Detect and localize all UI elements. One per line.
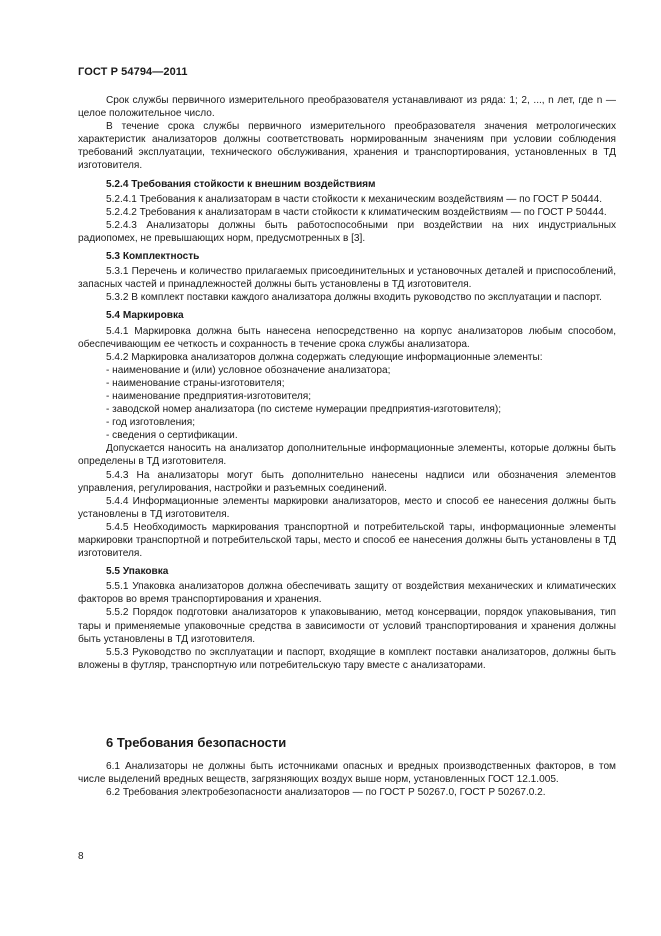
- list-item: - наименование предприятия-изготовителя;: [106, 390, 312, 402]
- paragraph: 5.4.2 Маркировка анализаторов должна содержать следующие информационные элементы:: [106, 351, 543, 363]
- paragraph-6-1: 6.1 Анализаторы не должны быть источниками опасных и вредных производственных факторов, в том числе выделений вредных веществ, загрязняющих воздух выше норм, установленных ГОСТ 12.1.005.: [78, 761, 616, 786]
- paragraph: 5.3.1 Перечень и количество прилагаемых присоединительных и установочных деталей и приспособлений, запасных частей и принадлежностей должны быть установлены в ТД изготовителя.: [78, 266, 616, 291]
- page-number: 8: [78, 851, 84, 862]
- paragraph: 5.5.2 Порядок подготовки анализаторов к упаковыванию, метод консервации, порядок упаковывания, тип тары и применяемые упаковочные средства в зависимости от условий транспортирования и хранения должны быть установлены в ТД изготовителя.: [78, 607, 616, 645]
- paragraph: Допускается наносить на анализатор дополнительные информационные элементы, которые должны быть определены в ТД изготовителя.: [78, 443, 616, 468]
- paragraph: 5.4.4 Информационные элементы маркировки анализаторов, место и способ ее нанесения должны быть установлены в ТД изготовителя.: [78, 495, 616, 520]
- paragraph-6-2: 6.2 Требования электробезопасности анализаторов — по ГОСТ Р 50267.0, ГОСТ Р 50267.0.2.: [106, 787, 546, 799]
- section-6-body: [78, 760, 616, 799]
- paragraph: 5.3.2 В комплект поставки каждого анализатора должны входить руководство по эксплуатации и паспорт.: [106, 292, 602, 304]
- paragraph: 5.4.5 Необходимость маркирования транспортной и потребительской тары, информационные элементы маркировки транспортной и потребительской тары, место и способ ее нанесения должны быть установлены в ТД изготовителя.: [78, 521, 616, 560]
- list-item: - год изготовления;: [106, 417, 196, 429]
- subsection-heading: 5.3 Комплектность: [106, 251, 200, 263]
- paragraph: 5.5.3 Руководство по эксплуатации и паспорт, входящие в комплект поставки анализаторов, должны быть вложены в футляр, транспортную или потребительскую тару вместе с анализаторами.: [78, 646, 616, 671]
- subsection-heading: 5.5 Упаковка: [106, 566, 169, 578]
- paragraph: Срок службы первичного измерительного преобразователя устанавливают из ряда: 1; 2, ..., n лет, где n — целое положительное число.: [78, 95, 616, 120]
- paragraph: В течение срока службы первичного измерительного преобразователя значения метрологических характеристик анализаторов должны соответствовать нормированным значениям при условии соблюдения требований эксплуатации, технического обслуживания, хранения и транспортирования, установленных в ТД изготовителя.: [78, 121, 616, 172]
- paragraph: 5.4.1 Маркировка должна быть нанесена непосредственно на корпус анализаторов любым способом, обеспечивающим ее четкость и сохранность в течение срока службы анализатора.: [78, 325, 616, 350]
- document-header: ГОСТ Р 54794—2011: [78, 66, 188, 78]
- list-item: - сведения о сертификации.: [106, 430, 238, 442]
- list-item: - заводской номер анализатора (по системе нумерации предприятия-изготовителя);: [106, 404, 502, 416]
- paragraph: 5.4.3 На анализаторы могут быть дополнительно нанесены надписи или обозначения элементов управления, регулирования, настройки и разъемных соединений.: [78, 469, 616, 494]
- paragraph: 5.5.1 Упаковка анализаторов должна обеспечивать защиту от воздействия механических и климатических факторов во время транспортирования и хранения.: [78, 581, 616, 606]
- subsection-heading: 5.2.4 Требования стойкости к внешним воздействиям: [106, 178, 376, 190]
- paragraph: 5.2.4.3 Анализаторы должны быть работоспособными при воздействии на них индустриальных радиопомех, не превышающих норм, предусмотренных в [3].: [78, 219, 616, 244]
- list-item: - наименование страны-изготовителя;: [106, 377, 285, 389]
- paragraph: 5.2.4.1 Требования к анализаторам в части стойкости к механическим воздействиям — по ГОСТ Р 50444.: [106, 193, 603, 205]
- list-item: - наименование и (или) условное обозначение анализатора;: [106, 364, 391, 376]
- section-6-title: 6 Требования безопасности: [106, 735, 287, 750]
- subsection-heading: 5.4 Маркировка: [106, 310, 184, 322]
- section-5-body: [78, 94, 616, 672]
- paragraph: 5.2.4.2 Требования к анализаторам в части стойкости к климатическим воздействиям — по ГОСТ Р 50444.: [106, 206, 607, 218]
